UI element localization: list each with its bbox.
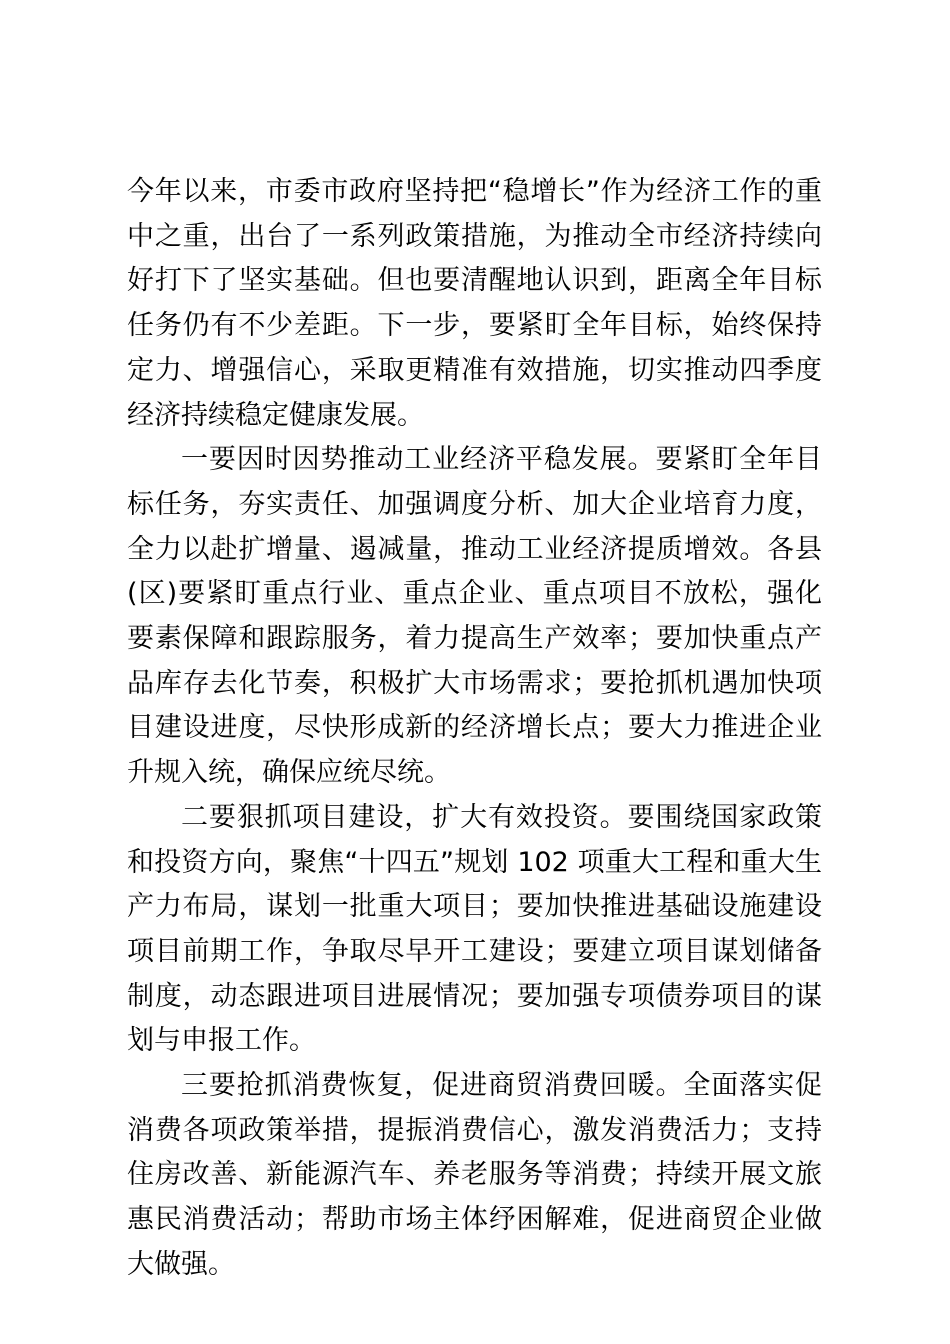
paragraph-intro: 今年以来，市委市政府坚持把“稳增长”作为经济工作的重中之重，出台了一系列政策措施，为推动全市经济持续向好打下了坚实基础。但也要清醒地认识到，距离全年目标任务仍有不少差距。下一步，要紧盯全年目标，始终保持定力、增强信心，采取更精准有效措施，切实推动四季度经济持续稳定健康发展。 bbox=[127, 176, 822, 431]
paragraph-industry: 一要因时因势推动工业经济平稳发展。要紧盯全年目标任务，夯实责任、加强调度分析、加大企业培育力度，全力以赴扩增量、遏减量，推动工业经济提质增效。各县(区)要紧盯重点行业、重点企业、重点项目不放松，强化要素保障和跟踪服务，着力提高生产效率；要加快重点产品库存去化节奏，积极扩大市场需求；要抢抓机遇加快项目建设进度，尽快形成新的经济增长点；要大力推进企业升规入统，确保应统尽统。 bbox=[127, 444, 822, 789]
paragraph-consumption: 三要抢抓消费恢复，促进商贸消费回暖。全面落实促消费各项政策举措，提振消费信心，激发消费活力；支持住房改善、新能源汽车、养老服务等消费；持续开展文旅惠民消费活动；帮助市场主体纾困解难，促进商贸企业做大做强。 bbox=[127, 1070, 822, 1280]
paragraph-investment: 二要狠抓项目建设，扩大有效投资。要围绕国家政策和投资方向，聚焦“十四五”规划 102 项重大工程和重大生产力布局，谋划一批重大项目；要加快推进基础设施建设项目前期工作，争取尽早开工建设；要建立项目谋划储备制度，动态跟进项目进展情况；要加强专项债券项目的谋划与申报工作。 bbox=[127, 801, 822, 1057]
document-body bbox=[127, 170, 822, 1288]
